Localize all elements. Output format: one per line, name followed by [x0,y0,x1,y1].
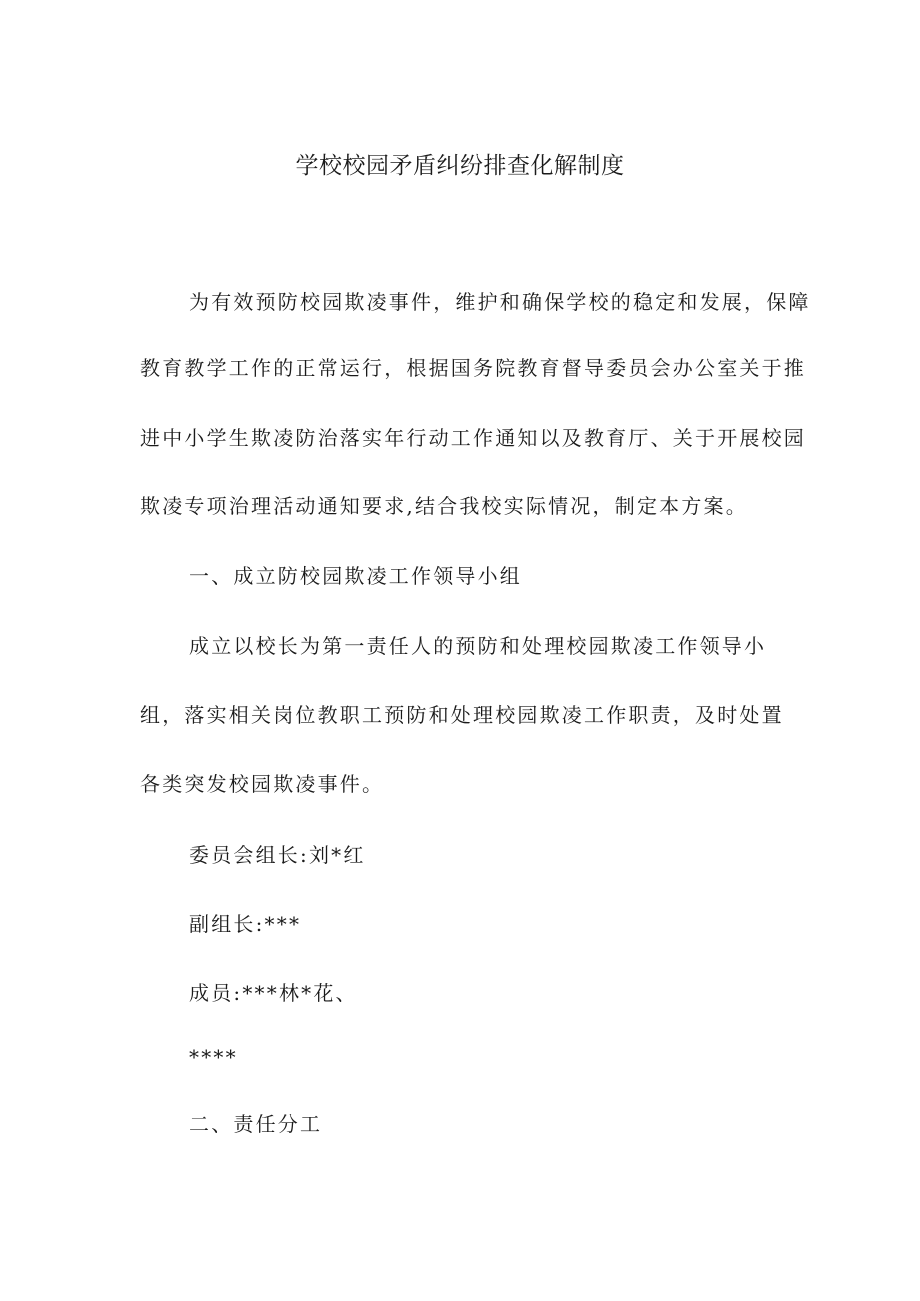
section1-line-1: 成立以校长为第一责任人的预防和处理校园欺凌工作领导小 [189,634,767,658]
intro-line-3: 进中小学生欺凌防治落实年行动工作通知以及教育厅、关于开展校园 [140,426,806,450]
section1-line-3: 各类突发校园欺凌事件。 [140,772,385,796]
intro-line-4: 欺凌专项治理活动通知要求,结合我校实际情况，制定本方案。 [140,494,748,518]
section1-heading: 一、成立防校园欺凌工作领导小组 [189,564,522,588]
section2-heading: 二、责任分工 [189,1112,323,1136]
member-chair: 委员会组长:刘*红 [189,843,366,867]
document-title: 学校校园矛盾纠纷排查化解制度 [295,153,625,179]
intro-line-2: 教育教学工作的正常运行，根据国务院教育督导委员会办公室关于推 [140,356,806,380]
intro-line-1: 为有效预防校园欺凌事件，维护和确保学校的稳定和发展，保障 [189,290,811,314]
section1-line-2: 组，落实相关岗位教职工预防和处理校园欺凌工作职责，及时处置 [140,703,784,727]
member-vice: 副组长:*** [189,912,302,936]
member-list-cont: **** [189,1045,238,1069]
member-list: 成员:***林*花、 [189,981,358,1005]
